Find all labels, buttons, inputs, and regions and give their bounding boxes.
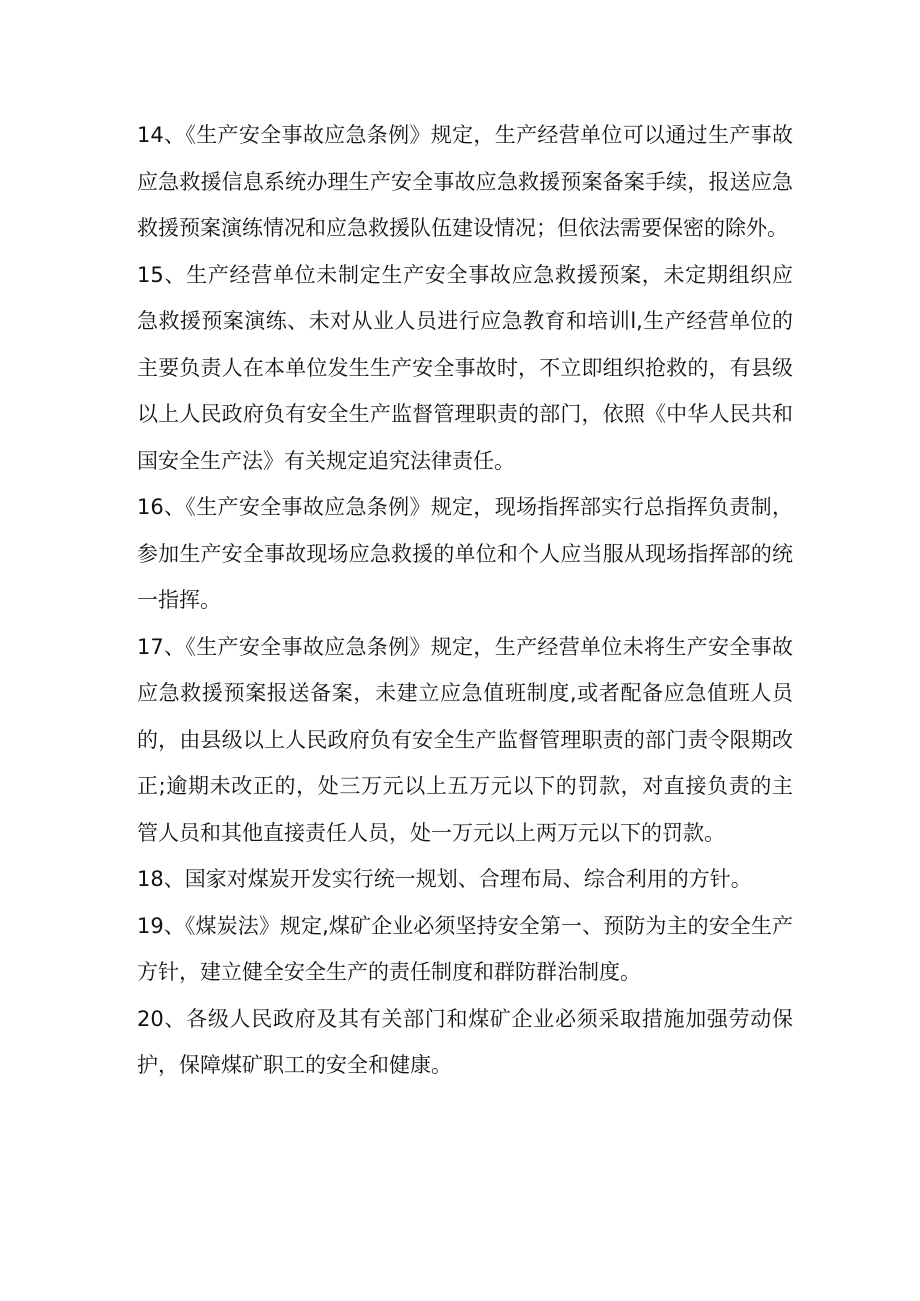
paragraph-16: 16、《生产安全事故应急条例》规定，现场指挥部实行总指挥负责制，参加生产安全事故现场应急救援的单位和个人应当服从现场指挥部的统一指挥。 <box>137 495 793 612</box>
document-body <box>137 112 793 1089</box>
paragraph-15: 15、生产经营单位未制定生产安全事故应急救援预案，未定期组织应急救援预案演练、未对从业人员进行应急教育和培训l,生产经营单位的主要负责人在本单位发生生产安全事故时，不立即组织抢救的，有县级以上人民政府负有安全生产监督管理职责的部门，依照《中华人民共和国安全生产法》有关规定追究法律责任。 <box>137 262 793 473</box>
paragraph-18: 18、国家对煤炭开发实行统一规划、合理布局、综合利用的方针。 <box>137 867 752 891</box>
paragraph-14: 14、《生产安全事故应急条例》规定，生产经营单位可以通过生产事故应急救援信息系统办理生产安全事故应急救援预案备案手续，报送应急救援预案演练情况和应急救援队伍建设情况；但依法需要保密的除外。 <box>137 123 793 240</box>
paragraph-17: 17、《生产安全事故应急条例》规定，生产经营单位未将生产安全事故应急救援预案报送备案，未建立应急值班制度,或者配备应急值班人员的，由县级以上人民政府负有安全生产监督管理职责的部门责令限期改正;逾期未改正的，处三万元以上五万元以下的罚款，对直接负责的主管人员和其他直接责任人员，处一万元以上两万元以下的罚款。 <box>137 634 793 845</box>
paragraph-19: 19、《煤炭法》规定,煤矿企业必须坚持安全第一、预防为主的安全生产方针，建立健全安全生产的责任制度和群防群治制度。 <box>137 913 793 984</box>
paragraph-20: 20、各级人民政府及其有关部门和煤矿企业必须采取措施加强劳动保护，保障煤矿职工的安全和健康。 <box>137 1006 793 1077</box>
